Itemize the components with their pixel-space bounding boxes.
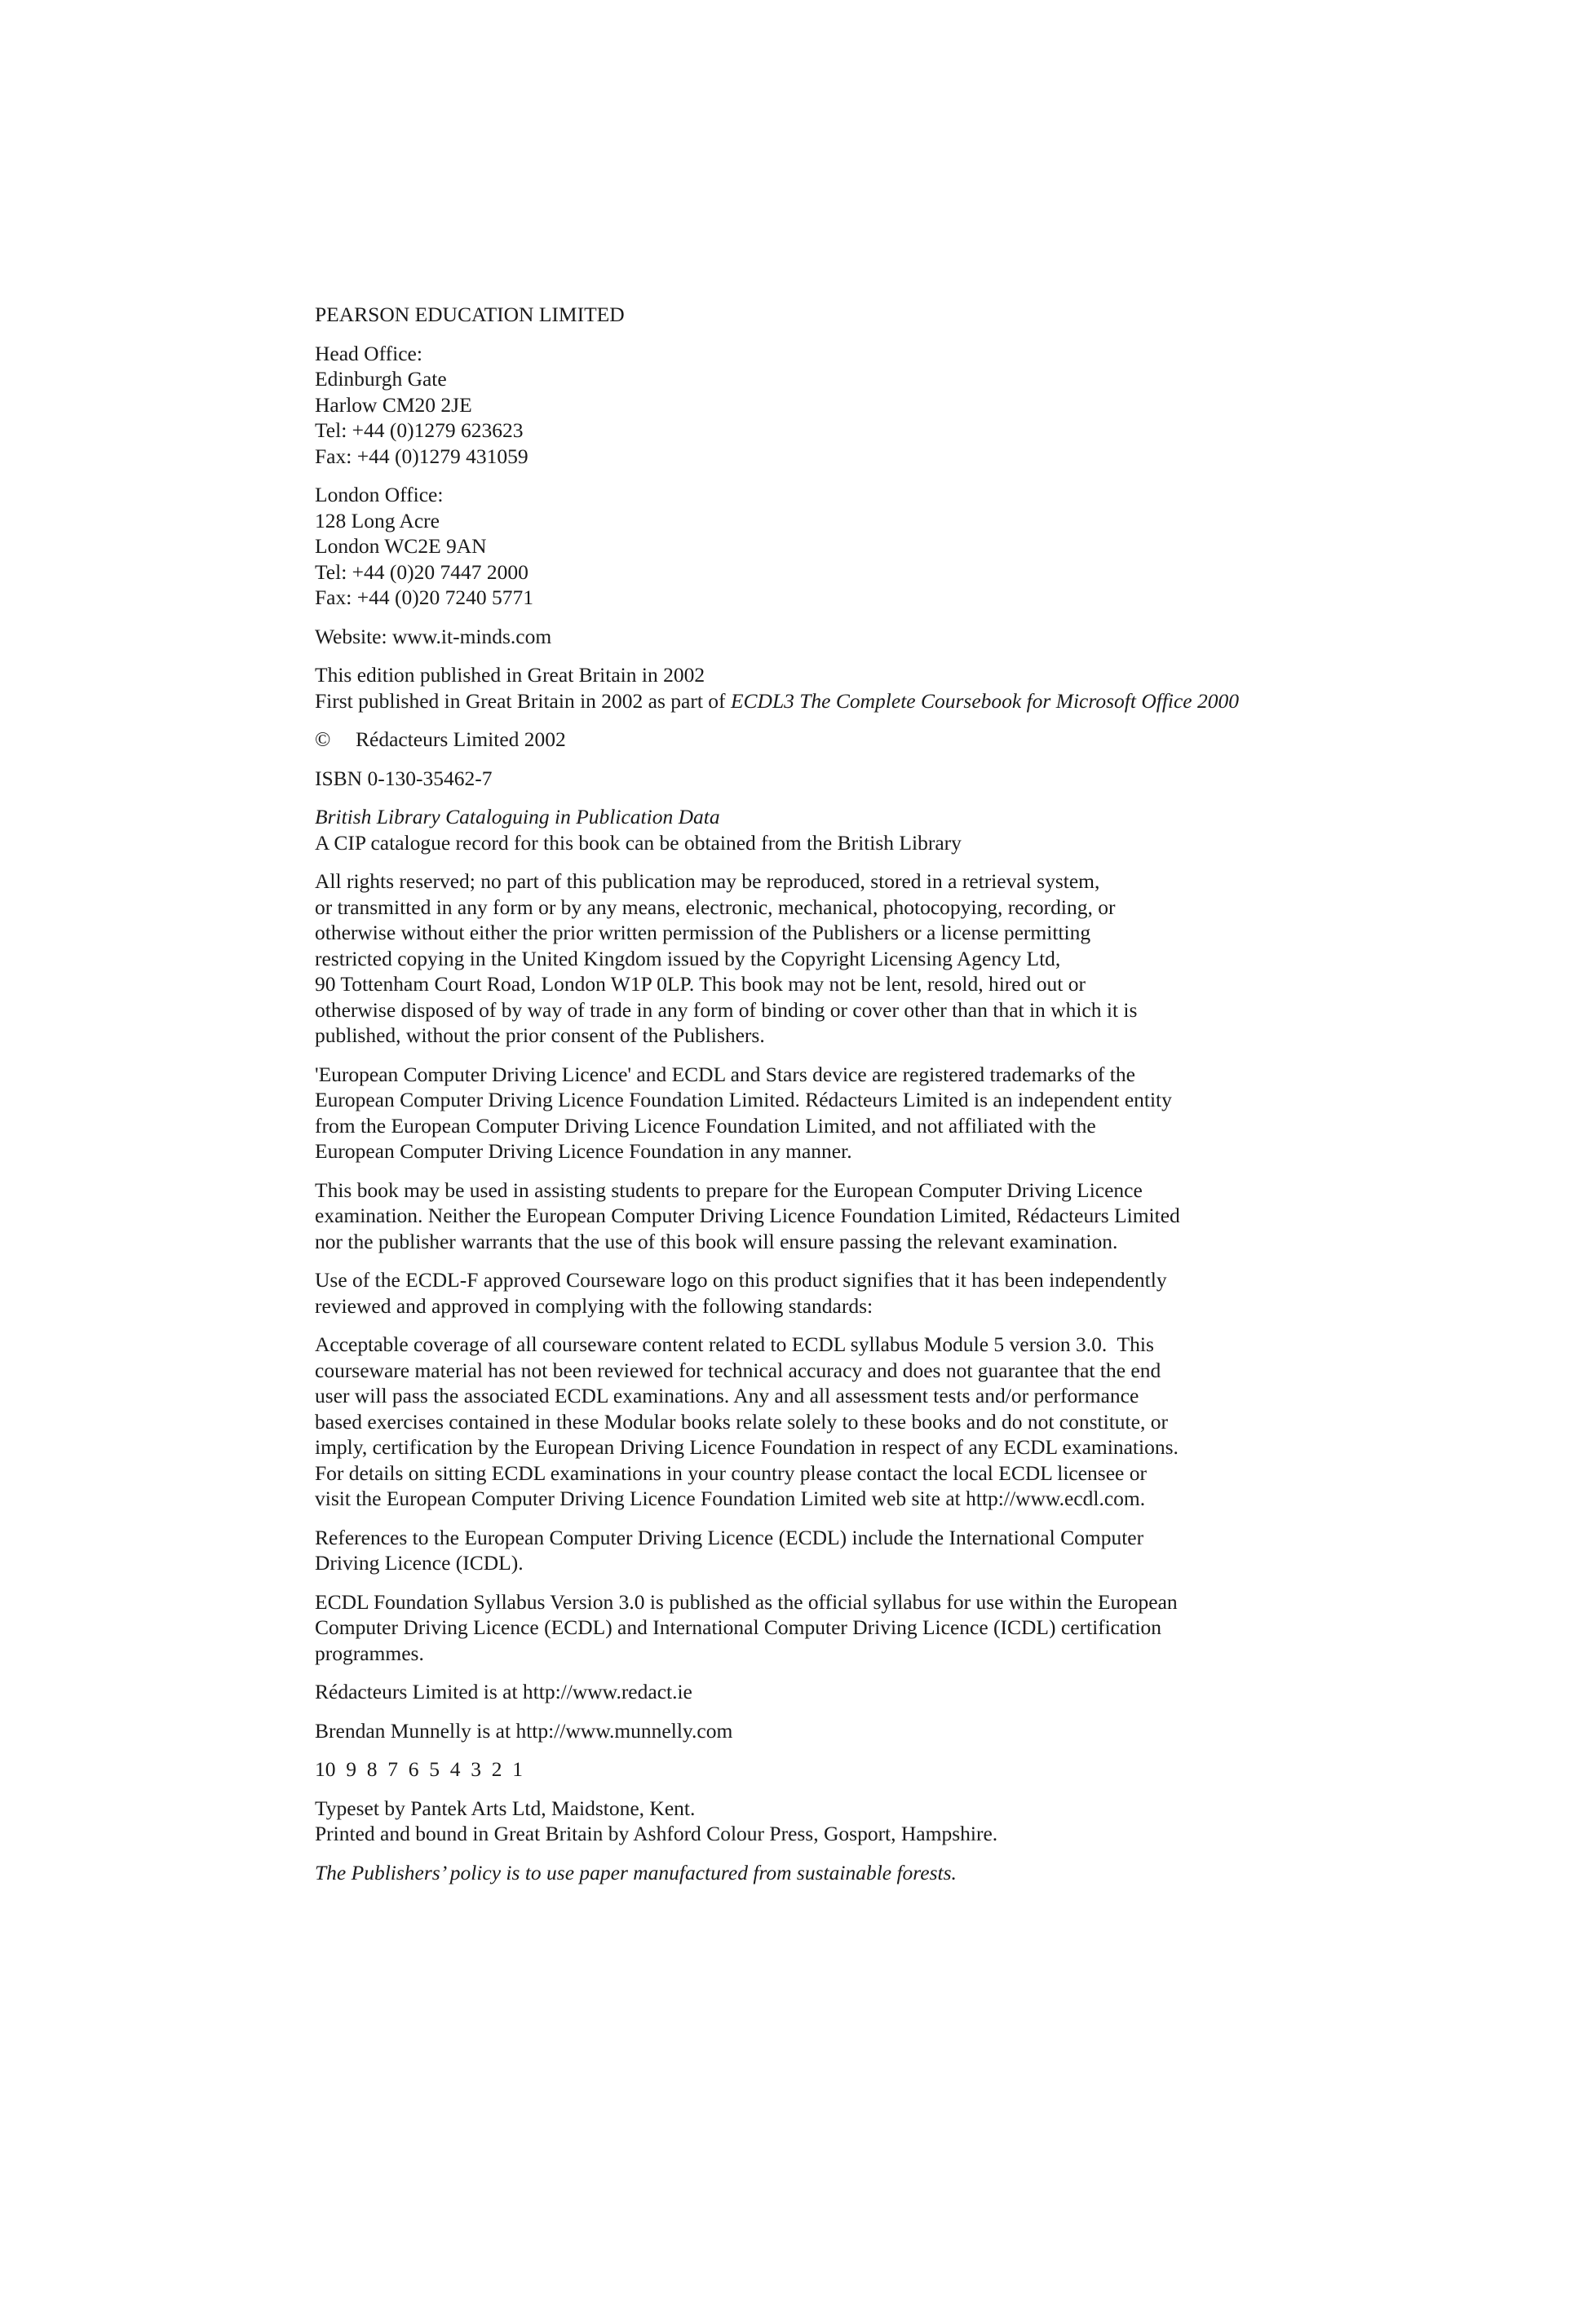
website-block: [315, 624, 1318, 650]
first-published-prefix: First published in Great Britain in 2002 as part of: [315, 688, 731, 713]
imprint-page: [315, 302, 1318, 1898]
paragraph-line: Acceptable coverage of all courseware content related to ECDL syllabus Module 5 version 3.0. This: [315, 1332, 1154, 1356]
paragraph-line: This book may be used in assisting students to prepare for the European Computer Driving Licence: [315, 1177, 1143, 1202]
paragraph-line: programmes.: [315, 1641, 424, 1665]
copyright-block: [315, 727, 1318, 753]
paragraph-line: All rights reserved; no part of this publication may be reproduced, stored in a retrieval system,: [315, 869, 1100, 893]
cip-block: [315, 804, 1318, 855]
print-line-block: [315, 1756, 1318, 1783]
paragraph-line: nor the publisher warrants that the use of this book will ensure passing the relevant examination.: [315, 1229, 1118, 1253]
munnelly-url-line: Brendan Munnelly is at http://www.munnelly.com: [315, 1718, 733, 1743]
references-paragraph: [315, 1525, 1318, 1576]
copyright-holder: Rédacteurs Limited 2002: [356, 727, 566, 751]
head-office-address-line: Edinburgh Gate: [315, 367, 447, 391]
coursebook-title: ECDL3 The Complete Coursebook for Microsoft Office 2000: [730, 688, 1239, 713]
paragraph-line: visit the European Computer Driving Licence Foundation Limited web site at http://www.ecdl.com.: [315, 1487, 1146, 1510]
munnelly-url-block: [315, 1718, 1318, 1744]
usage-paragraph: [315, 1177, 1318, 1255]
edition-block: [315, 662, 1318, 714]
paragraph-line: 'European Computer Driving Licence' and ECDL and Stars device are registered trademarks of the: [315, 1062, 1135, 1086]
london-office-address-line: London WC2E 9AN: [315, 534, 487, 558]
cip-text: A CIP catalogue record for this book can be obtained from the British Library: [315, 830, 962, 855]
paragraph-line: or transmitted in any form or by any means, electronic, mechanical, photocopying, recording, or: [315, 895, 1116, 919]
paragraph-line: References to the European Computer Driving Licence (ECDL) include the International Computer: [315, 1525, 1144, 1549]
typeset-line: Typeset by Pantek Arts Ltd, Maidstone, Kent.: [315, 1796, 696, 1820]
logo-use-paragraph: [315, 1267, 1318, 1319]
paragraph-line: European Computer Driving Licence Foundation Limited. Rédacteurs Limited is an independent entity: [315, 1088, 1172, 1111]
policy-line: The Publishers’ policy is to use paper manufactured from sustainable forests.: [315, 1860, 957, 1884]
head-office-address-line: Harlow CM20 2JE: [315, 392, 472, 417]
head-office-heading: Head Office:: [315, 341, 422, 365]
print-number-line: 10 9 8 7 6 5 4 3 2 1: [315, 1757, 523, 1781]
rights-paragraph: [315, 868, 1318, 1049]
coverage-paragraph: [315, 1332, 1318, 1512]
london-office-fax: Fax: +44 (0)20 7240 5771: [315, 585, 533, 609]
cip-heading: British Library Cataloguing in Publication Data: [315, 805, 720, 828]
website-line: Website: www.it-minds.com: [315, 624, 552, 648]
london-office-address-line: 128 Long Acre: [315, 508, 440, 532]
first-published-line: [315, 688, 1318, 714]
paragraph-line: 90 Tottenham Court Road, London W1P 0LP. This book may not be lent, resold, hired out or: [315, 972, 1086, 996]
paragraph-line: European Computer Driving Licence Foundation in any manner.: [315, 1139, 852, 1163]
paragraph-line: ECDL Foundation Syllabus Version 3.0 is published as the official syllabus for use within the European: [315, 1589, 1178, 1614]
paragraph-line: otherwise without either the prior written permission of the Publishers or a license permitting: [315, 921, 1091, 944]
london-office-tel: Tel: +44 (0)20 7447 2000: [315, 559, 528, 584]
copyright-icon: ©: [315, 727, 331, 751]
paragraph-line: Driving Licence (ICDL).: [315, 1551, 524, 1575]
copyright-line: [315, 727, 1318, 753]
paragraph-line: examination. Neither the European Computer Driving Licence Foundation Limited, Rédacteurs Limited: [315, 1204, 1180, 1227]
paragraph-line: based exercises contained in these Modular books relate solely to these books and do not constitute, or: [315, 1409, 1168, 1434]
syllabus-paragraph: [315, 1589, 1318, 1667]
isbn-block: [315, 766, 1318, 792]
printed-line: Printed and bound in Great Britain by Ashford Colour Press, Gosport, Hampshire.: [315, 1822, 998, 1845]
head-office-tel: Tel: +44 (0)1279 623623: [315, 418, 524, 442]
edition-line: This edition published in Great Britain in 2002: [315, 663, 705, 687]
paragraph-line: Computer Driving Licence (ECDL) and International Computer Driving Licence (ICDL) certification: [315, 1615, 1162, 1639]
paragraph-line: user will pass the associated ECDL examinations. Any and all assessment tests and/or performance: [315, 1384, 1139, 1407]
head-office-fax: Fax: +44 (0)1279 431059: [315, 444, 528, 468]
head-office-block: [315, 341, 1318, 470]
redact-url-block: [315, 1679, 1318, 1705]
redact-url-line: Rédacteurs Limited is at http://www.redact.ie: [315, 1680, 692, 1703]
isbn-line: ISBN 0-130-35462-7: [315, 766, 493, 790]
paragraph-line: courseware material has not been reviewed for technical accuracy and does not guarantee that the end: [315, 1358, 1161, 1382]
paragraph-line: otherwise disposed of by way of trade in any form of binding or cover other than that in which it is: [315, 997, 1138, 1022]
publisher-name-block: [315, 302, 1318, 328]
paragraph-line: For details on sitting ECDL examinations in your country please contact the local ECDL licensee or: [315, 1460, 1147, 1485]
london-office-block: [315, 482, 1318, 611]
trademarks-paragraph: [315, 1062, 1318, 1164]
london-office-heading: London Office:: [315, 483, 444, 506]
paragraph-line: restricted copying in the United Kingdom issued by the Copyright Licensing Agency Ltd,: [315, 946, 1061, 970]
publisher-name: PEARSON EDUCATION LIMITED: [315, 303, 625, 326]
policy-block: [315, 1860, 1318, 1886]
paragraph-line: from the European Computer Driving Licence Foundation Limited, and not affiliated with the: [315, 1113, 1096, 1138]
paragraph-line: Use of the ECDL-F approved Courseware logo on this product signifies that it has been independently: [315, 1268, 1167, 1292]
production-block: [315, 1796, 1318, 1847]
paragraph-line: published, without the prior consent of the Publishers.: [315, 1023, 765, 1047]
paragraph-line: reviewed and approved in complying with the following standards:: [315, 1293, 873, 1318]
paragraph-line: imply, certification by the European Driving Licence Foundation in respect of any ECDL examinations.: [315, 1435, 1179, 1459]
